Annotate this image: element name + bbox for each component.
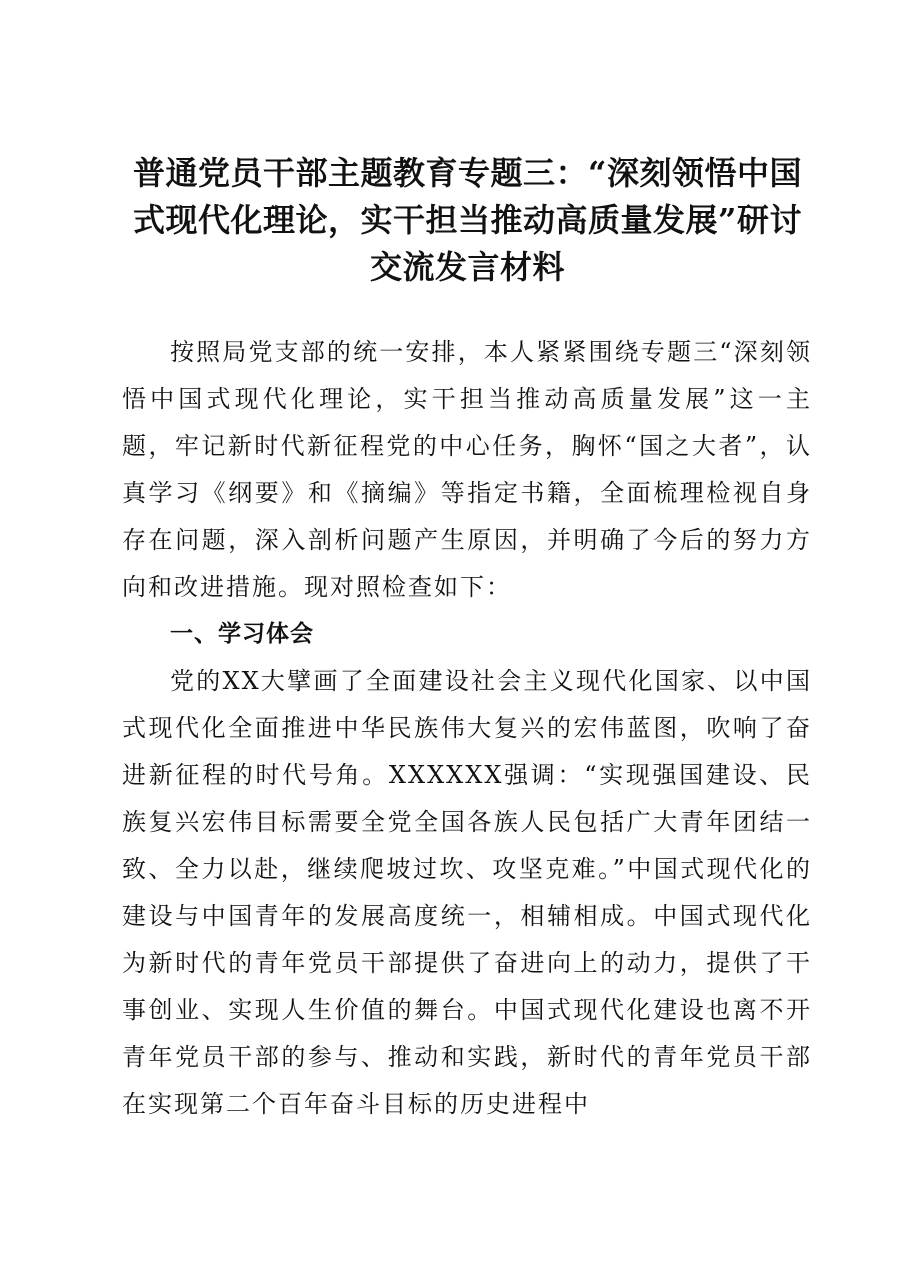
document-body <box>122 329 812 1128</box>
section-heading: 一、学习体会 <box>170 621 314 647</box>
document-title <box>100 150 835 291</box>
title-line: 交流发言材料 <box>369 248 565 286</box>
intro-paragraph: 按照局党支部的统一安排，本人紧紧围绕专题三“深刻领悟中国式现代化理论，实干担当推动高质量发展”这一主题，牢记新时代新征程党的中心任务，胸怀“国之大者”，认真学习《纲要》和《摘编》等指定书籍，全面梳理检视自身存在问题，深入剖析问题产生原因，并明确了今后的努力方向和改进措施。现对照检查如下： <box>122 338 812 601</box>
title-line: 式现代化理论，实干担当推动高质量发展”研讨 <box>133 201 802 239</box>
section-paragraph: 党的XX大擘画了全面建设社会主义现代化国家、以中国式现代化全面推进中华民族伟大复兴的宏伟蓝图，吹响了奋进新征程的时代号角。XXXXXX强调：“实现强国建设、民族复兴宏伟目标需要全党全国各族人民包括广大青年团结一致、全力以赴，继续爬坡过坎、攻坚克难。”中国式现代化的建设与中国青年的发展高度统一，相辅相成。中国式现代化为新时代的青年党员干部提供了奋进向上的动力，提供了干事创业、实现人生价值的舞台。中国式现代化建设也离不开青年党员干部的参与、推动和实践，新时代的青年党员干部在实现第二个百年奋斗目标的历史进程中 <box>122 667 812 1118</box>
title-line: 普通党员干部主题教育专题三：“深刻领悟中国 <box>133 154 802 192</box>
